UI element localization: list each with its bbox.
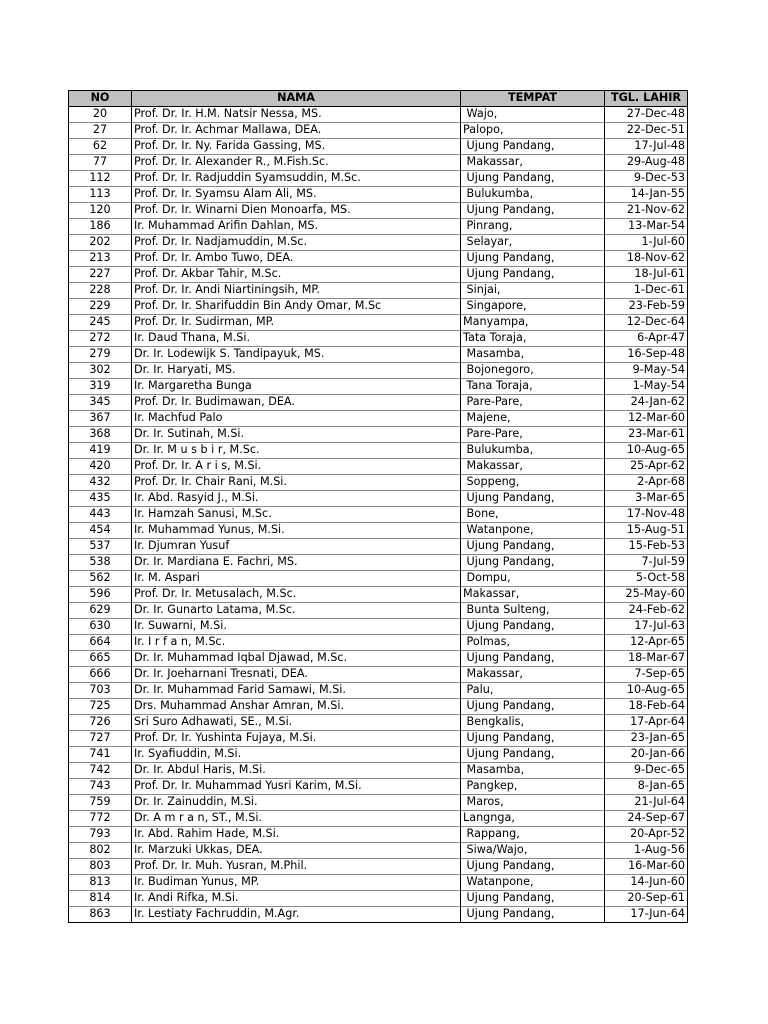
cell-tempat: Polmas, <box>461 635 605 651</box>
cell-tgl-lahir: 12-Apr-65 <box>605 635 688 651</box>
cell-tgl-lahir: 24-Sep-67 <box>605 811 688 827</box>
cell-no: 803 <box>69 859 132 875</box>
cell-no: 664 <box>69 635 132 651</box>
cell-tgl-lahir: 25-May-60 <box>605 587 688 603</box>
cell-no: 802 <box>69 843 132 859</box>
cell-tempat: Ujung Pandang, <box>461 907 605 923</box>
cell-nama: Prof. Dr. Ir. Nadjamuddin, M.Sc. <box>132 235 461 251</box>
cell-nama: Prof. Dr. Ir. Sudirman, MP. <box>132 315 461 331</box>
cell-tgl-lahir: 1-Aug-56 <box>605 843 688 859</box>
cell-tgl-lahir: 24-Feb-62 <box>605 603 688 619</box>
table-row <box>69 107 688 123</box>
table-row <box>69 459 688 475</box>
cell-tempat: Bulukumba, <box>461 443 605 459</box>
table-row <box>69 795 688 811</box>
cell-no: 302 <box>69 363 132 379</box>
cell-tgl-lahir: 12-Mar-60 <box>605 411 688 427</box>
cell-tgl-lahir: 3-Mar-65 <box>605 491 688 507</box>
table-row <box>69 907 688 923</box>
cell-tgl-lahir: 18-Jul-61 <box>605 267 688 283</box>
cell-nama: Ir. I r f a n, M.Sc. <box>132 635 461 651</box>
cell-tempat: Ujung Pandang, <box>461 139 605 155</box>
cell-nama: Dr. Ir. Abdul Haris, M.Si. <box>132 763 461 779</box>
cell-tempat: Ujung Pandang, <box>461 203 605 219</box>
cell-tgl-lahir: 14-Jun-60 <box>605 875 688 891</box>
cell-no: 725 <box>69 699 132 715</box>
cell-nama: Drs. Muhammad Anshar Amran, M.Si. <box>132 699 461 715</box>
table-row <box>69 635 688 651</box>
cell-no: 345 <box>69 395 132 411</box>
cell-no: 454 <box>69 523 132 539</box>
cell-nama: Prof. Dr. Ir. Andi Niartiningsih, MP. <box>132 283 461 299</box>
cell-nama: Dr. Ir. M u s b i r, M.Sc. <box>132 443 461 459</box>
cell-nama: Ir. Suwarni, M.Si. <box>132 619 461 635</box>
cell-nama: Dr. Ir. Muhammad Iqbal Djawad, M.Sc. <box>132 651 461 667</box>
column-header-nama: NAMA <box>132 91 461 107</box>
cell-tempat: Soppeng, <box>461 475 605 491</box>
cell-no: 538 <box>69 555 132 571</box>
cell-nama: Ir. Abd. Rasyid J., M.Si. <box>132 491 461 507</box>
cell-no: 20 <box>69 107 132 123</box>
cell-no: 368 <box>69 427 132 443</box>
cell-tgl-lahir: 8-Jan-65 <box>605 779 688 795</box>
cell-no: 420 <box>69 459 132 475</box>
cell-no: 435 <box>69 491 132 507</box>
cell-tempat: Ujung Pandang, <box>461 491 605 507</box>
cell-tempat: Bengkalis, <box>461 715 605 731</box>
table-body <box>69 107 688 923</box>
cell-tgl-lahir: 10-Aug-65 <box>605 683 688 699</box>
table-row <box>69 683 688 699</box>
cell-nama: Prof. Dr. Ir. Sharifuddin Bin Andy Omar, M.Sc <box>132 299 461 315</box>
cell-tempat: Maros, <box>461 795 605 811</box>
cell-tempat: Rappang, <box>461 827 605 843</box>
cell-tempat: Majene, <box>461 411 605 427</box>
cell-tgl-lahir: 17-Jun-64 <box>605 907 688 923</box>
cell-tempat: Singapore, <box>461 299 605 315</box>
cell-nama: Ir. Margaretha Bunga <box>132 379 461 395</box>
cell-tgl-lahir: 7-Sep-65 <box>605 667 688 683</box>
cell-tempat: Ujung Pandang, <box>461 619 605 635</box>
cell-tgl-lahir: 17-Jul-48 <box>605 139 688 155</box>
cell-tempat: Manyampa, <box>461 315 605 331</box>
table-row <box>69 811 688 827</box>
cell-nama: Ir. Budiman Yunus, MP. <box>132 875 461 891</box>
cell-no: 665 <box>69 651 132 667</box>
cell-nama: Prof. Dr. Ir. Winarni Dien Monoarfa, MS. <box>132 203 461 219</box>
cell-nama: Prof. Dr. Ir. Muh. Yusran, M.Phil. <box>132 859 461 875</box>
cell-no: 27 <box>69 123 132 139</box>
table-row <box>69 219 688 235</box>
cell-nama: Dr. Ir. Lodewijk S. Tandipayuk, MS. <box>132 347 461 363</box>
cell-nama: Ir. M. Aspari <box>132 571 461 587</box>
table-row <box>69 555 688 571</box>
cell-nama: Sri Suro Adhawati, SE., M.Si. <box>132 715 461 731</box>
cell-tempat: Ujung Pandang, <box>461 539 605 555</box>
cell-no: 793 <box>69 827 132 843</box>
cell-tgl-lahir: 25-Apr-62 <box>605 459 688 475</box>
table-row <box>69 363 688 379</box>
cell-nama: Ir. Muhammad Arifin Dahlan, MS. <box>132 219 461 235</box>
cell-nama: Prof. Dr. Ir. Metusalach, M.Sc. <box>132 587 461 603</box>
cell-tempat: Makassar, <box>461 155 605 171</box>
cell-tempat: Ujung Pandang, <box>461 267 605 283</box>
cell-tempat: Pare-Pare, <box>461 427 605 443</box>
table-row <box>69 395 688 411</box>
table-row <box>69 747 688 763</box>
table-row <box>69 331 688 347</box>
cell-tgl-lahir: 7-Jul-59 <box>605 555 688 571</box>
cell-tempat: Tana Toraja, <box>461 379 605 395</box>
cell-nama: Ir. Syafiuddin, M.Si. <box>132 747 461 763</box>
cell-nama: Dr. Ir. Joeharnani Tresnati, DEA. <box>132 667 461 683</box>
cell-tgl-lahir: 1-May-54 <box>605 379 688 395</box>
header-row <box>69 91 688 107</box>
cell-tempat: Masamba, <box>461 763 605 779</box>
cell-nama: Prof. Dr. Ir. Muhammad Yusri Karim, M.Si. <box>132 779 461 795</box>
table-row <box>69 779 688 795</box>
cell-tgl-lahir: 1-Dec-61 <box>605 283 688 299</box>
cell-no: 186 <box>69 219 132 235</box>
cell-tempat: Makassar, <box>461 459 605 475</box>
table-row <box>69 603 688 619</box>
cell-no: 62 <box>69 139 132 155</box>
cell-tgl-lahir: 20-Sep-61 <box>605 891 688 907</box>
cell-tgl-lahir: 9-Dec-53 <box>605 171 688 187</box>
table-row <box>69 475 688 491</box>
table-row <box>69 571 688 587</box>
cell-no: 227 <box>69 267 132 283</box>
staff-table <box>68 90 688 923</box>
table-row <box>69 139 688 155</box>
cell-nama: Dr. Ir. Gunarto Latama, M.Sc. <box>132 603 461 619</box>
cell-no: 742 <box>69 763 132 779</box>
cell-tempat: Palopo, <box>461 123 605 139</box>
cell-no: 279 <box>69 347 132 363</box>
cell-nama: Dr. Ir. Haryati, MS. <box>132 363 461 379</box>
column-header-tempat: TEMPAT <box>461 91 605 107</box>
cell-no: 113 <box>69 187 132 203</box>
cell-tempat: Watanpone, <box>461 875 605 891</box>
cell-tempat: Sinjai, <box>461 283 605 299</box>
table-row <box>69 123 688 139</box>
cell-no: 537 <box>69 539 132 555</box>
cell-nama: Prof. Dr. Ir. Ambo Tuwo, DEA. <box>132 251 461 267</box>
cell-no: 432 <box>69 475 132 491</box>
cell-tgl-lahir: 23-Feb-59 <box>605 299 688 315</box>
table-row <box>69 651 688 667</box>
cell-no: 120 <box>69 203 132 219</box>
table-row <box>69 187 688 203</box>
cell-tempat: Ujung Pandang, <box>461 171 605 187</box>
table-row <box>69 523 688 539</box>
cell-tempat: Tata Toraja, <box>461 331 605 347</box>
table-row <box>69 587 688 603</box>
cell-no: 743 <box>69 779 132 795</box>
cell-tempat: Bunta Sulteng, <box>461 603 605 619</box>
cell-tempat: Ujung Pandang, <box>461 555 605 571</box>
table-row <box>69 875 688 891</box>
cell-tempat: Wajo, <box>461 107 605 123</box>
cell-nama: Ir. Marzuki Ukkas, DEA. <box>132 843 461 859</box>
cell-tgl-lahir: 24-Jan-62 <box>605 395 688 411</box>
cell-tempat: Makassar, <box>461 667 605 683</box>
cell-no: 245 <box>69 315 132 331</box>
cell-nama: Ir. Machfud Palo <box>132 411 461 427</box>
cell-nama: Ir. Abd. Rahim Hade, M.Si. <box>132 827 461 843</box>
table-row <box>69 427 688 443</box>
cell-tempat: Ujung Pandang, <box>461 251 605 267</box>
cell-tempat: Ujung Pandang, <box>461 731 605 747</box>
cell-tgl-lahir: 20-Jan-66 <box>605 747 688 763</box>
cell-tempat: Palu, <box>461 683 605 699</box>
cell-tempat: Langnga, <box>461 811 605 827</box>
table-header <box>69 91 688 107</box>
cell-nama: Prof. Dr. Ir. Budimawan, DEA. <box>132 395 461 411</box>
cell-tgl-lahir: 23-Jan-65 <box>605 731 688 747</box>
cell-no: 596 <box>69 587 132 603</box>
cell-nama: Ir. Muhammad Yunus, M.Si. <box>132 523 461 539</box>
cell-tgl-lahir: 17-Nov-48 <box>605 507 688 523</box>
cell-nama: Ir. Andi Rifka, M.Si. <box>132 891 461 907</box>
table-row <box>69 379 688 395</box>
cell-tempat: Ujung Pandang, <box>461 891 605 907</box>
table-row <box>69 491 688 507</box>
cell-tgl-lahir: 21-Jul-64 <box>605 795 688 811</box>
cell-no: 77 <box>69 155 132 171</box>
cell-no: 727 <box>69 731 132 747</box>
cell-tempat: Makassar, <box>461 587 605 603</box>
cell-no: 759 <box>69 795 132 811</box>
cell-nama: Ir. Lestiaty Fachruddin, M.Agr. <box>132 907 461 923</box>
cell-no: 367 <box>69 411 132 427</box>
cell-no: 863 <box>69 907 132 923</box>
cell-no: 772 <box>69 811 132 827</box>
cell-tgl-lahir: 13-Mar-54 <box>605 219 688 235</box>
cell-no: 229 <box>69 299 132 315</box>
cell-nama: Prof. Dr. Ir. H.M. Natsir Nessa, MS. <box>132 107 461 123</box>
column-header-no: NO <box>69 91 132 107</box>
cell-tempat: Pangkep, <box>461 779 605 795</box>
cell-no: 813 <box>69 875 132 891</box>
table-row <box>69 251 688 267</box>
cell-tgl-lahir: 16-Mar-60 <box>605 859 688 875</box>
table-row <box>69 155 688 171</box>
cell-tgl-lahir: 10-Aug-65 <box>605 443 688 459</box>
cell-tempat: Ujung Pandang, <box>461 699 605 715</box>
cell-tgl-lahir: 29-Aug-48 <box>605 155 688 171</box>
table-row <box>69 507 688 523</box>
cell-tempat: Ujung Pandang, <box>461 747 605 763</box>
cell-tempat: Bone, <box>461 507 605 523</box>
table-row <box>69 283 688 299</box>
cell-tgl-lahir: 15-Feb-53 <box>605 539 688 555</box>
cell-tgl-lahir: 6-Apr-47 <box>605 331 688 347</box>
table-row <box>69 267 688 283</box>
table-row <box>69 699 688 715</box>
cell-no: 213 <box>69 251 132 267</box>
table-row <box>69 299 688 315</box>
cell-nama: Prof. Dr. Ir. Achmar Mallawa, DEA. <box>132 123 461 139</box>
cell-nama: Dr. Ir. Zainuddin, M.Si. <box>132 795 461 811</box>
cell-tgl-lahir: 15-Aug-51 <box>605 523 688 539</box>
table-row <box>69 859 688 875</box>
cell-tgl-lahir: 17-Jul-63 <box>605 619 688 635</box>
cell-tgl-lahir: 18-Feb-64 <box>605 699 688 715</box>
cell-no: 741 <box>69 747 132 763</box>
cell-tgl-lahir: 21-Nov-62 <box>605 203 688 219</box>
cell-tgl-lahir: 9-May-54 <box>605 363 688 379</box>
cell-nama: Dr. Ir. Muhammad Farid Samawi, M.Si. <box>132 683 461 699</box>
table-row <box>69 539 688 555</box>
cell-tempat: Bulukumba, <box>461 187 605 203</box>
table-row <box>69 891 688 907</box>
cell-nama: Dr. Ir. Sutinah, M.Si. <box>132 427 461 443</box>
cell-nama: Prof. Dr. Ir. Ny. Farida Gassing, MS. <box>132 139 461 155</box>
cell-tgl-lahir: 27-Dec-48 <box>605 107 688 123</box>
cell-tgl-lahir: 18-Nov-62 <box>605 251 688 267</box>
cell-no: 419 <box>69 443 132 459</box>
cell-tempat: Masamba, <box>461 347 605 363</box>
cell-tempat: Pare-Pare, <box>461 395 605 411</box>
cell-no: 630 <box>69 619 132 635</box>
cell-tempat: Watanpone, <box>461 523 605 539</box>
table-row <box>69 315 688 331</box>
cell-nama: Dr. Ir. Mardiana E. Fachri, MS. <box>132 555 461 571</box>
cell-no: 202 <box>69 235 132 251</box>
cell-no: 443 <box>69 507 132 523</box>
cell-no: 228 <box>69 283 132 299</box>
table-row <box>69 667 688 683</box>
cell-no: 814 <box>69 891 132 907</box>
cell-tgl-lahir: 18-Mar-67 <box>605 651 688 667</box>
cell-tgl-lahir: 16-Sep-48 <box>605 347 688 363</box>
table-row <box>69 731 688 747</box>
table-row <box>69 619 688 635</box>
cell-tgl-lahir: 9-Dec-65 <box>605 763 688 779</box>
cell-tgl-lahir: 17-Apr-64 <box>605 715 688 731</box>
cell-nama: Prof. Dr. Ir. Alexander R., M.Fish.Sc. <box>132 155 461 171</box>
cell-tempat: Dompu, <box>461 571 605 587</box>
cell-no: 272 <box>69 331 132 347</box>
cell-no: 726 <box>69 715 132 731</box>
cell-tgl-lahir: 1-Jul-60 <box>605 235 688 251</box>
cell-nama: Prof. Dr. Ir. Chair Rani, M.Si. <box>132 475 461 491</box>
table-row <box>69 443 688 459</box>
table-row <box>69 411 688 427</box>
table-row <box>69 235 688 251</box>
cell-tempat: Ujung Pandang, <box>461 651 605 667</box>
cell-nama: Prof. Dr. Ir. Radjuddin Syamsuddin, M.Sc. <box>132 171 461 187</box>
cell-tempat: Bojonegoro, <box>461 363 605 379</box>
cell-nama: Ir. Hamzah Sanusi, M.Sc. <box>132 507 461 523</box>
cell-nama: Ir. Daud Thana, M.Si. <box>132 331 461 347</box>
cell-tempat: Pinrang, <box>461 219 605 235</box>
cell-no: 562 <box>69 571 132 587</box>
cell-nama: Ir. Djumran Yusuf <box>132 539 461 555</box>
cell-tgl-lahir: 23-Mar-61 <box>605 427 688 443</box>
cell-tgl-lahir: 22-Dec-51 <box>605 123 688 139</box>
table-row <box>69 347 688 363</box>
cell-tempat: Ujung Pandang, <box>461 859 605 875</box>
table-row <box>69 763 688 779</box>
cell-nama: Prof. Dr. Ir. Syamsu Alam Ali, MS. <box>132 187 461 203</box>
cell-tgl-lahir: 12-Dec-64 <box>605 315 688 331</box>
cell-nama: Prof. Dr. Ir. A r i s, M.Si. <box>132 459 461 475</box>
cell-tgl-lahir: 5-Oct-58 <box>605 571 688 587</box>
cell-tgl-lahir: 2-Apr-68 <box>605 475 688 491</box>
cell-nama: Prof. Dr. Ir. Yushinta Fujaya, M.Si. <box>132 731 461 747</box>
cell-no: 319 <box>69 379 132 395</box>
cell-tempat: Siwa/Wajo, <box>461 843 605 859</box>
table-row <box>69 715 688 731</box>
cell-no: 112 <box>69 171 132 187</box>
cell-nama: Dr. A m r a n, ST., M.Si. <box>132 811 461 827</box>
column-header-tgl-lahir: TGL. LAHIR <box>605 91 688 107</box>
cell-nama: Prof. Dr. Akbar Tahir, M.Sc. <box>132 267 461 283</box>
cell-no: 629 <box>69 603 132 619</box>
cell-no: 666 <box>69 667 132 683</box>
cell-tgl-lahir: 14-Jan-55 <box>605 187 688 203</box>
cell-tempat: Selayar, <box>461 235 605 251</box>
table-row <box>69 827 688 843</box>
cell-tgl-lahir: 20-Apr-52 <box>605 827 688 843</box>
table-row <box>69 171 688 187</box>
cell-no: 703 <box>69 683 132 699</box>
table-row <box>69 843 688 859</box>
table-row <box>69 203 688 219</box>
